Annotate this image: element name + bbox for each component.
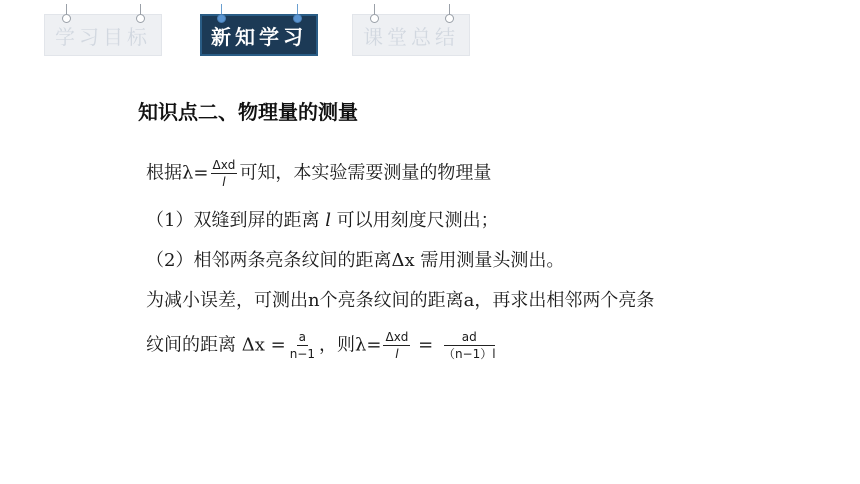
text-line-3: （2）相邻两条亮条纹间的距离Δx 需用测量头测出。 xyxy=(146,250,565,271)
peg-icon xyxy=(374,4,375,14)
peg-icon xyxy=(449,4,450,14)
text-line-4: 为减小误差，可测出n个亮条纹间的距离a，再求出相邻两个亮条 xyxy=(146,290,655,311)
peg-icon xyxy=(140,4,141,14)
peg-icon xyxy=(297,4,298,14)
tab-learning-goals-label: 学习目标 xyxy=(55,24,151,49)
tab-new-learning-label: 新知学习 xyxy=(211,24,307,49)
fraction-numerator: Δxd xyxy=(385,330,409,344)
fraction xyxy=(383,330,410,361)
fraction xyxy=(288,330,317,361)
fraction-numerator: Δxd xyxy=(212,158,236,172)
fraction-numerator: ad xyxy=(444,330,495,346)
peg-icon xyxy=(221,4,222,14)
variable: l xyxy=(325,210,331,231)
section-heading: 知识点二、物理量的测量 xyxy=(138,100,358,124)
text-segment: = xyxy=(412,334,439,356)
text-segment: ，则λ= xyxy=(318,334,382,356)
fraction xyxy=(441,330,498,361)
peg-icon xyxy=(66,4,67,14)
fraction-denominator: l xyxy=(395,347,399,361)
tab-class-summary-label: 课堂总结 xyxy=(363,24,459,49)
text-segment: 可知，本实验需要测量的物理量 xyxy=(239,162,492,184)
fraction-denominator: l xyxy=(222,175,226,189)
text-line-2 xyxy=(146,206,499,232)
formula-line-1 xyxy=(146,158,491,189)
fraction-numerator: a xyxy=(298,330,307,344)
text-segment: （1）双缝到屏的距离 xyxy=(146,210,326,231)
text-segment: 纹间的距离 Δx = xyxy=(146,334,286,356)
formula-line-5 xyxy=(146,330,500,361)
text-segment: 根据λ= xyxy=(146,162,209,184)
text-segment: 可以用刻度尺测出； xyxy=(330,210,499,231)
fraction-denominator: n−1 xyxy=(289,347,315,361)
fraction-denominator: （n−1）l xyxy=(442,347,496,361)
fraction xyxy=(211,158,238,189)
